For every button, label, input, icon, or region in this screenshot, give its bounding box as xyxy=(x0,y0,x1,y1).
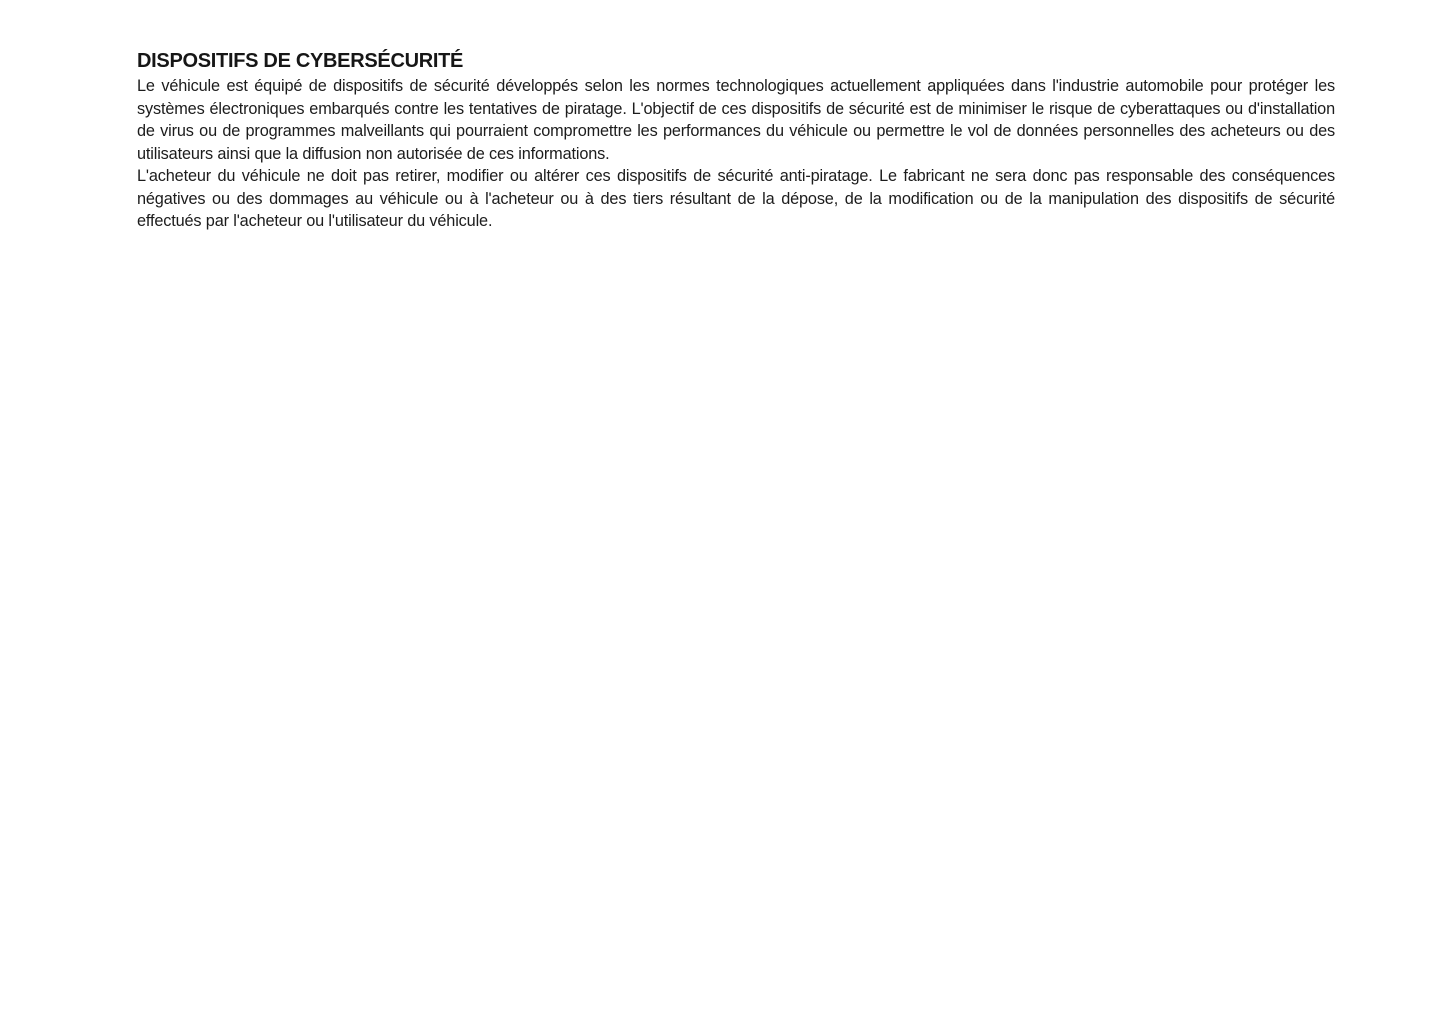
section-heading: DISPOSITIFS DE CYBERSÉCURITÉ xyxy=(137,50,464,72)
paragraph-buyer-obligations: L'acheteur du véhicule ne doit pas retirer, modifier ou altérer ces dispositifs de sécurité anti-piratage. Le fabricant ne sera donc pas responsable des conséquences négatives ou des dommages au véhicule ou à l'acheteur ou à des tiers résultant de la dépose, de la modification ou de la manipulation des dispositifs de sécurité effectués par l'acheteur ou l'utilisateur du véhicule. xyxy=(137,167,1335,230)
text-block xyxy=(137,50,1335,233)
paragraph-cybersecurity-intro: Le véhicule est équipé de dispositifs de sécurité développés selon les normes technologiques actuellement appliquées dans l'industrie automobile pour protéger les systèmes électroniques embarqués contre les tentatives de piratage. L'objectif de ces dispositifs de sécurité est de minimiser le risque de cyberattaques ou d'installation de virus ou de programmes malveillants qui pourraient compromettre les performances du véhicule ou permettre le vol de données personnelles des acheteurs ou des utilisateurs ainsi que la diffusion non autorisée de ces informations. xyxy=(137,77,1335,163)
